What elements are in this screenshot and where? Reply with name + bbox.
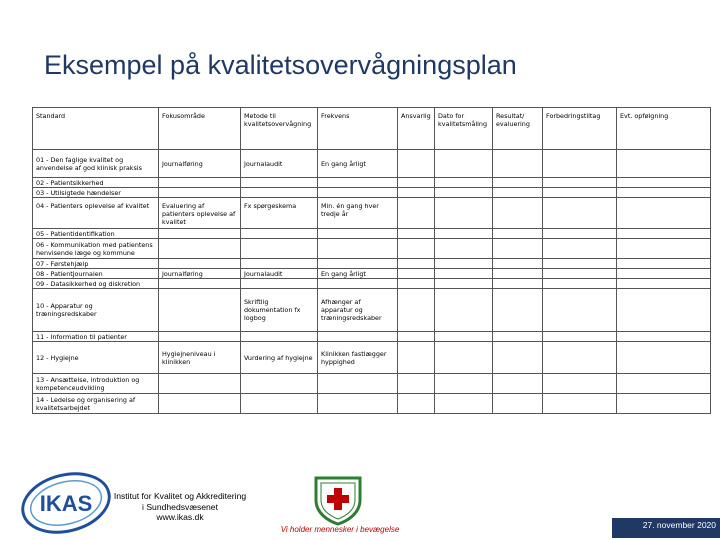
table-cell (241, 229, 318, 239)
table-cell (493, 279, 543, 289)
table-row (33, 188, 711, 198)
table-row (33, 332, 711, 342)
table-cell (617, 269, 711, 279)
table-header-row (33, 108, 711, 150)
table-row (33, 279, 711, 289)
table-cell (617, 229, 711, 239)
table-cell (435, 374, 493, 394)
table-cell: Fx spørgeskema (241, 198, 318, 229)
table-cell (617, 188, 711, 198)
table-cell (543, 150, 617, 178)
table-cell (159, 229, 241, 239)
table-cell (543, 269, 617, 279)
table-cell (159, 289, 241, 332)
table-row (33, 269, 711, 279)
table-cell (493, 342, 543, 374)
ikas-logo-text: IKAS (39, 491, 93, 516)
standard-cell: 08 - Patientjournalen (33, 269, 159, 279)
table-cell (318, 239, 398, 259)
table-cell (159, 394, 241, 414)
table-cell (398, 374, 435, 394)
column-header: Frekvens (318, 108, 398, 150)
table-cell (617, 342, 711, 374)
table-cell (398, 178, 435, 188)
standard-cell: 11 - Information til patienter (33, 332, 159, 342)
standard-cell: 01 - Den faglige kvalitet og anvendelse af god klinisk praksis (33, 150, 159, 178)
ikas-logo (18, 470, 114, 536)
table-cell (318, 374, 398, 394)
table-cell (617, 178, 711, 188)
standard-cell: 02 - Patientsikkerhed (33, 178, 159, 188)
table-cell (159, 178, 241, 188)
column-header: Metode til kvalitetsovervågning (241, 108, 318, 150)
table-cell (398, 279, 435, 289)
table-cell (398, 259, 435, 269)
table-cell (493, 239, 543, 259)
table-row (33, 198, 711, 229)
table-cell (159, 279, 241, 289)
table-cell (493, 259, 543, 269)
table-cell (398, 289, 435, 332)
table-cell (318, 279, 398, 289)
table-cell (398, 229, 435, 239)
table-cell (617, 279, 711, 289)
table-cell (398, 269, 435, 279)
standard-cell: 13 - Ansættelse, introduktion og kompetenceudvikling (33, 374, 159, 394)
table-cell (617, 289, 711, 332)
table-cell (435, 279, 493, 289)
quality-monitoring-plan-table (32, 107, 711, 414)
standard-cell: 07 - Førstehjælp (33, 259, 159, 269)
column-header: Fokusområde (159, 108, 241, 150)
table-cell (318, 332, 398, 342)
table-cell (435, 239, 493, 259)
table-cell (398, 342, 435, 374)
table-cell (543, 279, 617, 289)
table-row (33, 342, 711, 374)
table-cell (159, 239, 241, 259)
table-row (33, 394, 711, 414)
table-row (33, 239, 711, 259)
table-cell: Hygiejneniveau i klinikken (159, 342, 241, 374)
table-cell (543, 178, 617, 188)
table-cell (543, 229, 617, 239)
page-title: Eksempel på kvalitetsovervågningsplan (44, 50, 517, 80)
table-cell (398, 332, 435, 342)
table-cell (318, 178, 398, 188)
association-seal-icon (310, 472, 366, 526)
table-row (33, 229, 711, 239)
table-cell (398, 188, 435, 198)
table-cell (241, 178, 318, 188)
table-cell: En gang årligt (318, 269, 398, 279)
table-cell (318, 259, 398, 269)
column-header: Resultat/ evaluering (493, 108, 543, 150)
table-cell (543, 342, 617, 374)
table-cell: Journalaudit (241, 269, 318, 279)
table-cell (543, 394, 617, 414)
table-cell (435, 289, 493, 332)
table-cell (318, 394, 398, 414)
standard-cell: 06 - Kommunikation med patientens henvisende læge og kommune (33, 239, 159, 259)
table-cell: Evaluering af patienters oplevelse af kvalitet (159, 198, 241, 229)
table-row (33, 374, 711, 394)
table-cell (159, 259, 241, 269)
table-cell (159, 374, 241, 394)
table-cell (159, 332, 241, 342)
standard-cell: 14 - Ledelse og organisering af kvalitetsarbejdet (33, 394, 159, 414)
table-cell (617, 394, 711, 414)
table-cell (398, 198, 435, 229)
table-cell (435, 198, 493, 229)
table-cell: Vurdering af hygiejne (241, 342, 318, 374)
table-cell: Journalføring (159, 269, 241, 279)
table-cell (617, 239, 711, 259)
table-cell (241, 279, 318, 289)
table-cell: Skriftlig dokumentation fx logbog (241, 289, 318, 332)
table-cell (493, 150, 543, 178)
table-cell (493, 374, 543, 394)
date-text: 27. november 2020 (642, 520, 716, 530)
table-cell (493, 229, 543, 239)
standard-cell: 12 - Hygiejne (33, 342, 159, 374)
table-cell: Journalaudit (241, 150, 318, 178)
table-cell (241, 259, 318, 269)
table-cell (617, 198, 711, 229)
table-cell (435, 332, 493, 342)
table-cell: Journalføring (159, 150, 241, 178)
table-cell (493, 394, 543, 414)
institute-name-line2: i Sundhedsvæsenet (142, 501, 218, 512)
table-cell (241, 188, 318, 198)
table-cell (241, 374, 318, 394)
table-cell (543, 198, 617, 229)
table-cell (435, 269, 493, 279)
table-cell (159, 188, 241, 198)
table-row (33, 259, 711, 269)
table-cell (617, 150, 711, 178)
column-header: Standard (33, 108, 159, 150)
standard-cell: 04 - Patienters oplevelse af kvalitet (33, 198, 159, 229)
table-cell (617, 259, 711, 269)
table-cell (398, 239, 435, 259)
column-header: Dato for kvalitetsmåling (435, 108, 493, 150)
table-cell (617, 332, 711, 342)
table-cell (435, 178, 493, 188)
table-cell (493, 198, 543, 229)
table-cell (543, 374, 617, 394)
table-cell (241, 239, 318, 259)
motto-text: Vi holder mennesker i bevægelse (280, 525, 400, 534)
table-cell (493, 178, 543, 188)
table-row (33, 178, 711, 188)
standard-cell: 09 - Datasikkerhed og diskretion (33, 279, 159, 289)
institute-website: www.ikas.dk (156, 512, 204, 523)
table-cell (493, 188, 543, 198)
table-cell (435, 188, 493, 198)
table-cell (435, 150, 493, 178)
table-cell (435, 394, 493, 414)
table-row (33, 289, 711, 332)
table-cell (493, 332, 543, 342)
table-cell (543, 188, 617, 198)
table-row (33, 150, 711, 178)
column-header: Ansvarlig (398, 108, 435, 150)
table-cell (435, 342, 493, 374)
table-cell (435, 259, 493, 269)
column-header: Forbedringstiltag (543, 108, 617, 150)
table-cell (241, 332, 318, 342)
institute-info (110, 491, 250, 523)
table-cell (543, 332, 617, 342)
table-cell: Klinikken fastlægger hyppighed (318, 342, 398, 374)
table-cell (493, 289, 543, 332)
table-cell (543, 259, 617, 269)
institute-name-line1: Institut for Kvalitet og Akkreditering (113, 491, 247, 501)
column-header: Evt. opfølgning (617, 108, 711, 150)
table-cell (543, 289, 617, 332)
table-cell (398, 150, 435, 178)
table-cell (318, 188, 398, 198)
standard-cell: 10 - Apparatur og træningsredskaber (33, 289, 159, 332)
standard-cell: 03 - Utilsigtede hændelser (33, 188, 159, 198)
table-cell (398, 394, 435, 414)
standard-cell: 05 - Patientidentifikation (33, 229, 159, 239)
table-cell (543, 239, 617, 259)
table-cell: Min. én gang hver tredje år (318, 198, 398, 229)
table-cell (617, 374, 711, 394)
table-cell: En gang årligt (318, 150, 398, 178)
table-cell (241, 394, 318, 414)
table-cell (318, 229, 398, 239)
table-cell: Afhænger af apparatur og træningsredskaber (318, 289, 398, 332)
table-cell (435, 229, 493, 239)
table-cell (493, 269, 543, 279)
